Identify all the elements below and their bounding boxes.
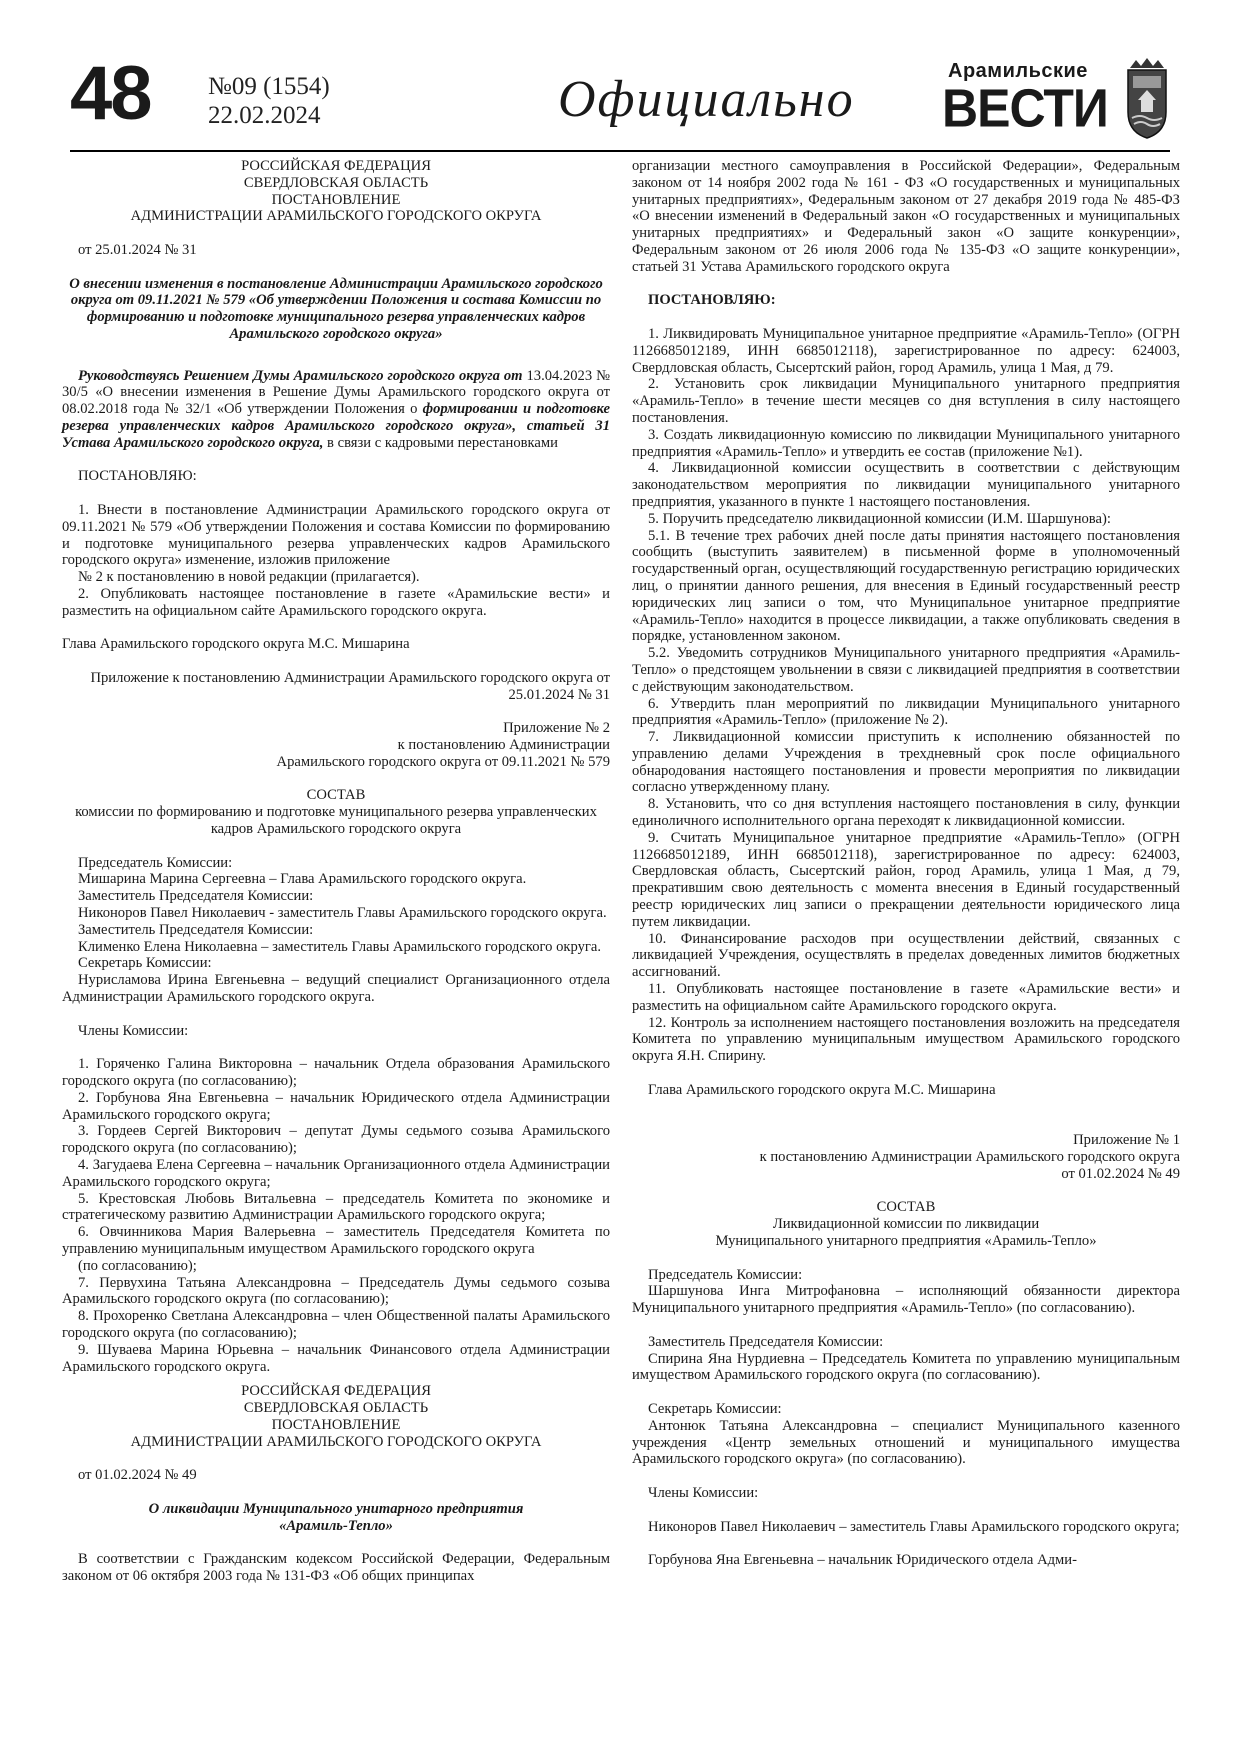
issue-date: 22.02.2024 bbox=[208, 102, 321, 129]
list-item: 8. Прохоренко Светлана Александровна – член Общественной палаты Арамильского городского округа (по согласованию); bbox=[62, 1308, 610, 1341]
paragraph: 1. Внести в постановление Администрации Арамильского городского округа от 09.11.2021 № 579 «Об утверждении Положения и состава Комиссии по формированию и подготовке муниципального резерва управленческих кадров Арамильского городского округа» изменение, изложив приложение bbox=[62, 501, 610, 569]
role-label: Заместитель Председателя Комиссии: bbox=[78, 921, 314, 938]
list-item: Горбунова Яна Евгеньевна – начальник Юридического отдела Адми- bbox=[648, 1552, 1077, 1569]
annex-note: от 01.02.2024 № 49 bbox=[1061, 1165, 1180, 1182]
preamble: Руководствуясь Решением Думы Арамильского городского округа от 13.04.2023 № 30/5 «О внесении изменения в Решение Думы Арамильского городского округа от 08.02.2018 года № 32/1 «Об утверждении Положения о формировании и подготовке резерва управленческих кадров Арамильского городского округа», статьей 31 Устава Арамильского городского округа, в связи с кадровыми перестановками bbox=[62, 367, 610, 451]
heading: РОССИЙСКАЯ ФЕДЕРАЦИЯ bbox=[241, 158, 431, 174]
paragraph: 12. Контроль за исполнением настоящего постановления возложить на председателя Комитета по управлению муниципальным имуществом Арамильского городского округа Я.Н. Спирину. bbox=[632, 1014, 1180, 1065]
signature: Глава Арамильского городского округа М.С. Мишарина bbox=[648, 1081, 996, 1098]
heading: РОССИЙСКАЯ ФЕДЕРАЦИЯ bbox=[241, 1383, 431, 1400]
paragraph: 3. Создать ликвидационную комиссию по ликвидации Муниципального унитарного предприятия «Арамиль-Тепло» и утвердить ее состав (приложение №1). bbox=[632, 426, 1180, 460]
page-number: 48 bbox=[70, 51, 151, 136]
heading: СВЕРДЛОВСКАЯ ОБЛАСТЬ bbox=[243, 174, 429, 191]
paragraph: 2. Установить срок ликвидации Муниципального унитарного предприятия «Арамиль-Тепло» в течение шести месяцев со дня вступления в силу настоящего постановления. bbox=[632, 376, 1180, 426]
heading: АДМИНИСТРАЦИИ АРАМИЛЬСКОГО ГОРОДСКОГО ОКРУГА bbox=[130, 1433, 542, 1450]
list-item: Мишарина Марина Сергеевна – Глава Арамильского городского округа. bbox=[78, 871, 527, 888]
decree-word: ПОСТАНОВЛЯЮ: bbox=[78, 468, 197, 485]
role-label: Секретарь Комиссии: bbox=[648, 1400, 782, 1417]
preamble-continued: организации местного самоуправления в Российской Федерации», Федеральным законом от 14 ноября 2002 года № 161 - ФЗ «О государственных и муниципальных унитарных предприятиях», Федеральным законом от 27 декабря 2019 года № 485-ФЗ «О внесении изменений в Федеральный закон «О государственных и муниципальных унитарных предприятиях» и Федеральный закон «О защите конкуренции», Федеральным законом от 26 июля 2006 года № 135-ФЗ «О защите конкуренции», статьей 31 Устава Арамильского городского округа bbox=[632, 158, 1180, 275]
list-item: Антонюк Татьяна Александровна – специалист Муниципального казенного учреждения «Центр земельных отношений и муниципального имущества Арамильского городского округа» (по согласованию). bbox=[632, 1417, 1180, 1468]
preamble: В соответствии с Гражданским кодексом Российской Федерации, Федеральным законом от 06 октября 2003 года № 131-ФЗ «Об общих принципах bbox=[62, 1551, 610, 1585]
decree-date: от 01.02.2024 № 49 bbox=[78, 1467, 197, 1484]
list-item: 4. Загудаева Елена Сергеевна – начальник Организационного отдела Администрации Арамильского городского округа; bbox=[62, 1157, 610, 1190]
role-label: Члены Комиссии: bbox=[648, 1484, 759, 1501]
list-subheading: комиссии по формированию и подготовке муниципального резерва управленческих кадров Арамильского городского округа bbox=[75, 804, 597, 838]
role-label: Заместитель Председателя Комиссии: bbox=[78, 888, 314, 905]
list-item: 3. Гордеев Сергей Викторович – депутат Думы седьмого созыва Арамильского городского округа (по согласованию); bbox=[62, 1123, 610, 1157]
annex-note: Приложение № 2 bbox=[503, 720, 610, 737]
right-column bbox=[632, 158, 1180, 1569]
decree-date: от 25.01.2024 № 31 bbox=[78, 241, 197, 258]
list-item: 1. Горяченко Галина Викторовна – начальник Отдела образования Арамильского городского округа (по согласованию); bbox=[62, 1056, 610, 1090]
annex-note: Арамильского городского округа от 09.11.2021 № 579 bbox=[276, 753, 610, 770]
paragraph: 11. Опубликовать настоящее постановление в газете «Арамильские вести» и разместить на официальном сайте Арамильского городского округа. bbox=[632, 981, 1180, 1014]
annex-note: Приложение № 1 bbox=[1073, 1132, 1180, 1149]
brand-name-main: ВЕСТИ bbox=[942, 78, 1108, 139]
role-label: Заместитель Председателя Комиссии: bbox=[648, 1333, 884, 1350]
role-label: Члены Комиссии: bbox=[78, 1022, 189, 1039]
role-label: Председатель Комиссии: bbox=[648, 1266, 803, 1283]
section-title: Официально bbox=[558, 71, 855, 128]
paragraph: 5. Поручить председателю ликвидационной комиссии (И.М. Шаршунова): bbox=[648, 510, 1111, 527]
list-item: Никоноров Павел Николаевич - заместитель Главы Арамильского городского округа. bbox=[78, 905, 607, 922]
list-subheading: Муниципального унитарного предприятия «Арамиль-Тепло» bbox=[715, 1233, 1097, 1249]
left-column bbox=[62, 158, 610, 1585]
paragraph: 10. Финансирование расходов при осуществлении действий, связанных с ликвидацией Учреждения, осуществлять в пределах доведенных лимитов бюджетных ассигнований. bbox=[632, 930, 1180, 981]
list-item: 6. Овчинникова Мария Валерьевна – заместитель Председателя Комитета по управлению муниципальным имуществом Арамильского городского округа bbox=[62, 1224, 610, 1257]
decree-title: О внесении изменения в постановление Администрации Арамильского городского округа от 09.11.2021 № 579 «Об утверждении Положения и состава Комиссии по формированию и подготовке муниципального резерва управленческих кадров Арамильского городского округа» bbox=[69, 275, 603, 342]
city-crest-icon bbox=[1124, 54, 1170, 140]
list-heading: СОСТАВ bbox=[876, 1199, 936, 1216]
paragraph: 8. Установить, что со дня вступления настоящего постановления в силу, функции единоличного исполнительного органа переходят к ликвидационной комиссии. bbox=[632, 796, 1180, 830]
brand-name-top: Арамильские bbox=[948, 60, 1088, 82]
issue-number: №09 (1554) bbox=[208, 73, 330, 100]
list-item: 7. Первухина Татьяна Александровна – Председатель Думы седьмого созыва Арамильского городского округа (по согласованию); bbox=[62, 1274, 610, 1308]
paragraph: 7. Ликвидационной комиссии приступить к исполнению обязанностей по управлению делами Учреждения в трехдневный срок после официального обнародования настоящего постановления и провести мероприятия по ликвидации согласно утвержденному плану. bbox=[632, 729, 1180, 796]
list-item: 5. Крестовская Любовь Витальевна – председатель Комитета по экономике и стратегическому развитию Администрации Арамильского городского округа; bbox=[62, 1190, 610, 1224]
list-item: Нурисламова Ирина Евгеньевна – ведущий специалист Организационного отдела Администрации Арамильского городского округа. bbox=[62, 972, 610, 1006]
paragraph: № 2 к постановлению в новой редакции (прилагается). bbox=[78, 569, 420, 586]
list-subheading: Ликвидационной комиссии по ликвидации bbox=[772, 1216, 1040, 1233]
role-label: Секретарь Комиссии: bbox=[78, 955, 212, 972]
paragraph: 9. Считать Муниципальное унитарное предприятие «Арамиль-Тепло» (ОГРН 1126685012189, ИНН 6685012118), зарегистрированное по адресу: 624003, Свердловская область, Сысертский район, город Арамиль, улица 1 Мая, д 79, прекратившим свою деятельность с момента внесения в Единый государственный реестр юридических лиц записи о прекращении деятельности юридического лица путем ликвидации. bbox=[632, 829, 1180, 930]
decree-title: О ликвидации Муниципального унитарного предприятия «Арамиль-Тепло» bbox=[148, 1500, 524, 1534]
list-item: Шаршунова Инга Митрофановна – исполняющий обязанности директора Муниципального унитарного предприятия «Арамиль-Тепло» (по согласованию). bbox=[632, 1283, 1180, 1317]
list-item: 2. Горбунова Яна Евгеньевна – начальник Юридического отдела Администрации Арамильского городского округа; bbox=[62, 1089, 610, 1123]
heading: АДМИНИСТРАЦИИ АРАМИЛЬСКОГО ГОРОДСКОГО ОКРУГА bbox=[130, 208, 542, 225]
masthead bbox=[70, 50, 1170, 152]
list-item: Спирина Яна Нурдиевна – Председатель Комитета по управлению муниципальным имуществом Арамильского городского округа (по согласованию). bbox=[632, 1350, 1180, 1384]
heading: СВЕРДЛОВСКАЯ ОБЛАСТЬ bbox=[243, 1400, 429, 1417]
paragraph: 6. Утвердить план мероприятий по ликвидации Муниципального унитарного предприятия «Арамиль-Тепло» (приложение № 2). bbox=[632, 695, 1180, 729]
list-item: 9. Шуваева Марина Юрьевна – начальник Финансового отдела Администрации Арамильского городского округа. bbox=[62, 1341, 610, 1375]
annex-note: к постановлению Администрации Арамильского городского округа bbox=[759, 1149, 1180, 1166]
annex-note: Приложение к постановлению Администрации Арамильского городского округа от 25.01.2024 № 31 bbox=[90, 669, 610, 703]
signature: Глава Арамильского городского округа М.С. Мишарина bbox=[62, 636, 410, 653]
paragraph: 2. Опубликовать настоящее постановление в газете «Арамильские вести» и разместить на официальном сайте Арамильского городского округа. bbox=[62, 585, 610, 619]
list-item: Никоноров Павел Николаевич – заместитель Главы Арамильского городского округа; bbox=[648, 1518, 1180, 1535]
annex-note: к постановлению Администрации bbox=[397, 737, 610, 754]
paragraph: 5.2. Уведомить сотрудников Муниципального унитарного предприятия «Арамиль-Тепло» о предстоящем увольнении в связи с ликвидацией предприятия в соответствии с действующим законодательством. bbox=[632, 645, 1180, 695]
decree-word: ПОСТАНОВЛЯЮ: bbox=[648, 292, 776, 309]
paragraph: 4. Ликвидационной комиссии осуществить в соответствии с действующим законодательством мероприятия по ликвидации муниципального унитарного предприятия, указанного в пункте 1 настоящего постановления. bbox=[632, 460, 1180, 510]
paragraph: 1. Ликвидировать Муниципальное унитарное предприятие «Арамиль-Тепло» (ОГРН 1126685012189, ИНН 6685012118), зарегистрированное по адресу: 624003, Свердловская область, Сысертский район, город Арамиль, улица 1 Мая, д 79. bbox=[632, 325, 1180, 376]
paragraph: 5.1. В течение трех рабочих дней после даты принятия настоящего постановления сообщить (выступить заявителем) в письменной форме в уполномоченный государственный орган, осуществляющий государственную регистрацию юридических лиц, о принятии данного решения, для внесения в Единый государственный реестр юридических лиц записи о том, что Муниципальное унитарное предприятие «Арамиль-Тепло» находится в процессе ликвидации, а также опубликовать сведения в порядке, установленном законом. bbox=[632, 527, 1180, 645]
heading: ПОСТАНОВЛЕНИЕ bbox=[271, 1416, 401, 1433]
list-heading: СОСТАВ bbox=[306, 787, 366, 804]
heading: ПОСТАНОВЛЕНИЕ bbox=[271, 191, 401, 208]
role-label: Председатель Комиссии: bbox=[78, 854, 233, 871]
list-item: Клименко Елена Николаевна – заместитель Главы Арамильского городского округа. bbox=[78, 938, 602, 955]
issue-info bbox=[208, 72, 330, 130]
list-item: (по согласованию); bbox=[78, 1257, 197, 1274]
